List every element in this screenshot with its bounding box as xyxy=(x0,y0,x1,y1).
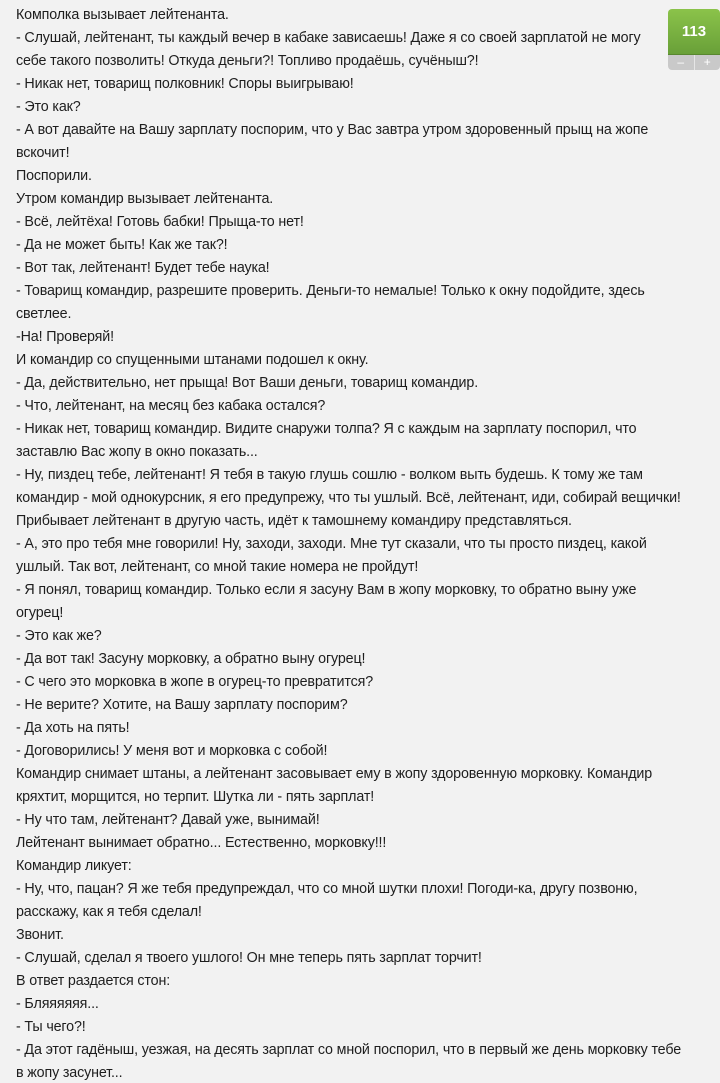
story-line: - А, это про тебя мне говорили! Ну, заходи, заходи. Мне тут сказали, что ты просто пиздец, какой xyxy=(16,536,647,552)
story-line: - Да этот гадёныш, уезжая, на десять зарплат со мной поспорил, что в первый же день морковку тебе xyxy=(16,1042,682,1058)
story-line: - Вот так, лейтенант! Будет тебе наука! xyxy=(16,260,270,276)
story-line: - С чего это морковка в жопе в огурец-то превратится? xyxy=(16,674,374,690)
story-line: - Это как? xyxy=(16,99,81,115)
story-line: огурец! xyxy=(16,605,64,621)
story-line: командир - мой однокурсник, я его предупрежу, что ты ушлый. Всё, лейтенант, иди, собирай вещички! xyxy=(16,490,681,506)
story-line: - Это как же? xyxy=(16,628,102,644)
story-line: вскочит! xyxy=(16,145,70,161)
story-line: - Да, действительно, нет прыща! Вот Ваши деньги, товарищ командир. xyxy=(16,375,479,391)
story-line: - Бляяяяяя... xyxy=(16,996,99,1012)
story-line: - Никак нет, товарищ полковник! Споры выигрываю! xyxy=(16,76,354,92)
story-line: Комполка вызывает лейтенанта. xyxy=(16,7,229,23)
rating-widget xyxy=(668,9,720,71)
story-line: - Ну что там, лейтенант? Давай уже, вынимай! xyxy=(16,812,320,828)
story-line: Командир снимает штаны, а лейтенант засовывает ему в жопу здоровенную морковку. Командир xyxy=(16,766,653,782)
story-line: - Ну, пиздец тебе, лейтенант! Я тебя в такую глушь сошлю - волком выть будешь. К тому же там xyxy=(16,467,643,483)
story-line: - Слушай, лейтенант, ты каждый вечер в кабаке зависаешь! Даже я со своей зарплатой не могу xyxy=(16,30,641,46)
vote-up-button[interactable]: + xyxy=(694,55,720,70)
story-text xyxy=(16,4,716,1083)
story-line: И командир со спущенными штанами подошел к окну. xyxy=(16,352,369,368)
story-line: Прибывает лейтенант в другую часть, идёт к тамошнему командиру представляться. xyxy=(16,513,572,529)
vote-down-button[interactable]: – xyxy=(668,55,694,70)
story-line: - Ну, что, пацан? Я же тебя предупреждал, что со мной шутки плохи! Погоди-ка, другу позвоню, xyxy=(16,881,638,897)
story-line: себе такого позволить! Откуда деньги?! Топливо продаёшь, сучёныш?! xyxy=(16,53,479,69)
story-line: расскажу, как я тебя сделал! xyxy=(16,904,202,920)
story-line: - Ты чего?! xyxy=(16,1019,86,1035)
story-line: В ответ раздается стон: xyxy=(16,973,171,989)
story-line: - Всё, лейтёха! Готовь бабки! Прыща-то нет! xyxy=(16,214,304,230)
story-line: - Не верите? Хотите, на Вашу зарплату поспорим? xyxy=(16,697,348,713)
story-line: - Да вот так! Засуну морковку, а обратно выну огурец! xyxy=(16,651,366,667)
story-line: кряхтит, морщится, но терпит. Шутка ли - пять зарплат! xyxy=(16,789,375,805)
rating-score: 113 xyxy=(668,9,720,55)
story-line: - Слушай, сделал я твоего ушлого! Он мне теперь пять зарплат торчит! xyxy=(16,950,482,966)
story-line: светлее. xyxy=(16,306,72,322)
story-line: ушлый. Так вот, лейтенант, со мной такие номера не пройдут! xyxy=(16,559,419,575)
story-line: Поспорили. xyxy=(16,168,92,184)
story-line: Лейтенант вынимает обратно... Естественно, морковку!!! xyxy=(16,835,387,851)
story-line: - А вот давайте на Вашу зарплату поспорим, что у Вас завтра утром здоровенный прыщ на жопе xyxy=(16,122,649,138)
story-line: - Никак нет, товарищ командир. Видите снаружи толпа? Я с каждым на зарплату поспорил, что xyxy=(16,421,637,437)
story-line: Командир ликует: xyxy=(16,858,132,874)
story-line: Звонит. xyxy=(16,927,64,943)
story-line: - Да хоть на пять! xyxy=(16,720,130,736)
story-line: в жопу засунет... xyxy=(16,1065,123,1081)
story-line: Утром командир вызывает лейтенанта. xyxy=(16,191,274,207)
story-line: - Товарищ командир, разрешите проверить. Деньги-то немалые! Только к окну подойдите, здесь xyxy=(16,283,645,299)
story-line: - Да не может быть! Как же так?! xyxy=(16,237,228,253)
rating-controls xyxy=(668,55,720,70)
story-line: - Договорились! У меня вот и морковка с собой! xyxy=(16,743,328,759)
story-line: - Что, лейтенант, на месяц без кабака остался? xyxy=(16,398,326,414)
story-line: -На! Проверяй! xyxy=(16,329,114,345)
story-line: - Я понял, товарищ командир. Только если я засуну Вам в жопу морковку, то обратно выну уже xyxy=(16,582,637,598)
story-line: заставлю Вас жопу в окно показать... xyxy=(16,444,258,460)
